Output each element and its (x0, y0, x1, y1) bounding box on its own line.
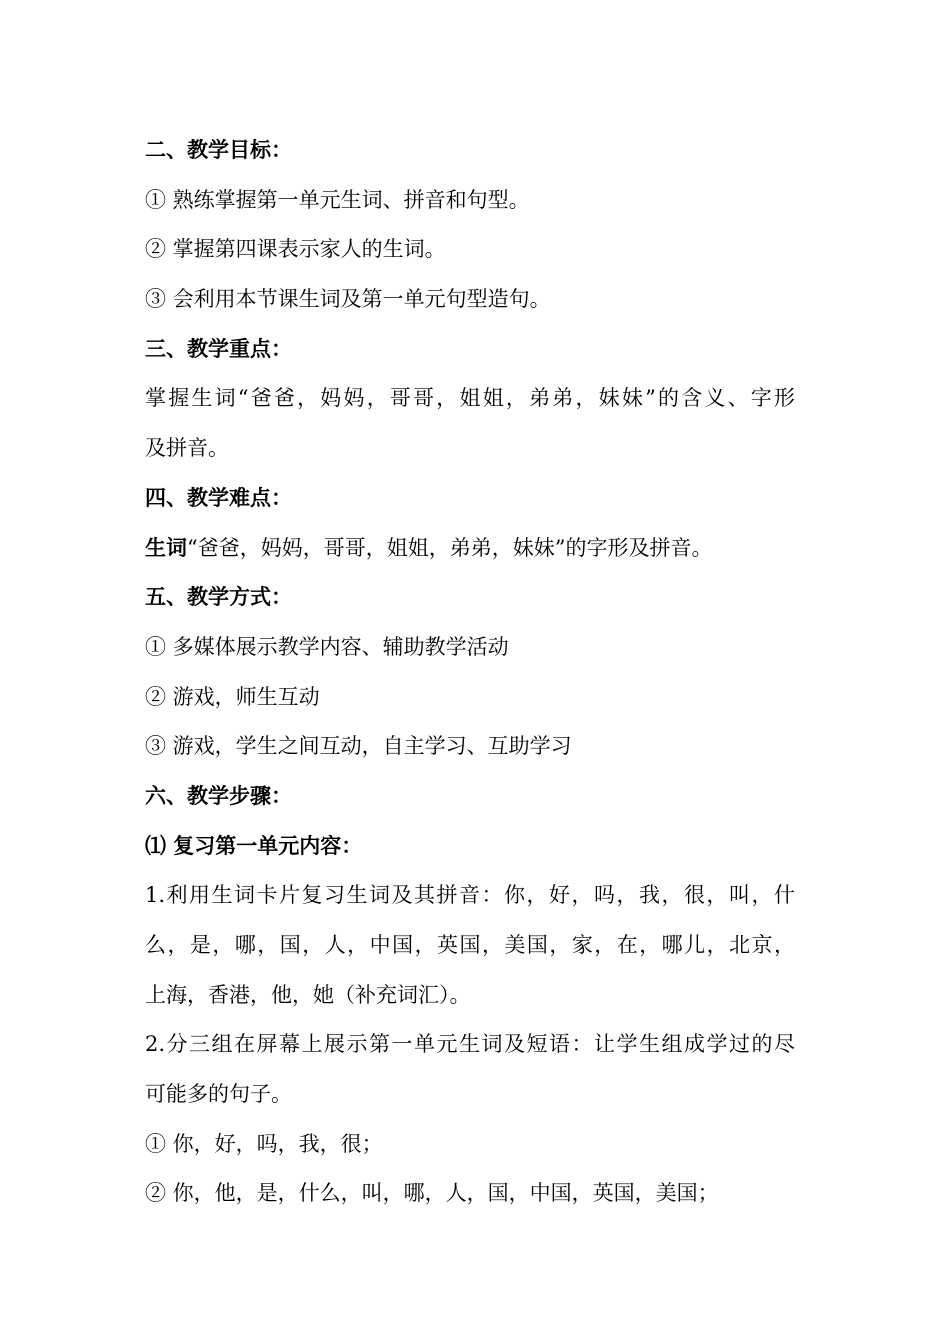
line-text: 可能多的句子。 (145, 1082, 292, 1107)
line-text: ② 游戏，师生互动 (145, 684, 320, 709)
body-line (145, 871, 795, 921)
line-text: ① 你，好，吗，我，很； (145, 1131, 383, 1156)
body-line (145, 1169, 795, 1219)
body-line (145, 971, 795, 1021)
line-text: 五、教学方式： (145, 585, 292, 610)
document-body (145, 126, 795, 1219)
body-line (145, 921, 795, 971)
body-line (145, 1020, 795, 1070)
section-heading (145, 474, 795, 524)
body-line (145, 623, 795, 673)
body-line (145, 722, 795, 772)
body-line (145, 176, 795, 226)
body-line (145, 524, 795, 574)
line-text: ① 熟练掌握第一单元生词、拼音和句型。 (145, 187, 530, 212)
line-text: 1.利用生词卡片复习生词及其拼音：你，好，吗，我，很，叫，什 (145, 883, 795, 908)
body-line (145, 1120, 795, 1170)
body-line (145, 225, 795, 275)
body-line (145, 673, 795, 723)
line-text: 二、教学目标： (145, 138, 292, 162)
line-text: ① 多媒体展示教学内容、辅助教学活动 (145, 634, 509, 659)
line-text: ③ 游戏，学生之间互动，自主学习、互助学习 (145, 734, 572, 759)
line-text: 上海，香港，他，她（补充词汇）。 (145, 982, 471, 1007)
term-prefix: 生词 (145, 535, 187, 560)
line-text: 么，是，哪，国，人，中国，英国，美国，家，在，哪儿，北京， (145, 933, 795, 957)
line-text: 掌握生词“爸爸，妈妈，哥哥，姐姐，弟弟，妹妹”的含义、字形 (145, 386, 795, 411)
line-text: 2.分三组在屏幕上展示第一单元生词及短语：让学生组成学过的尽 (145, 1032, 795, 1057)
section-heading (145, 822, 795, 872)
body-line (145, 1070, 795, 1120)
line-text: 及拼音。 (145, 436, 229, 461)
section-heading (145, 772, 795, 822)
line-text: “爸爸，妈妈，哥哥，姐姐，弟弟，妹妹”的字形及拼音。 (187, 535, 713, 560)
body-line (145, 374, 795, 424)
section-heading (145, 573, 795, 623)
line-text: ② 你，他，是，什么，叫，哪，人，国，中国，英国，美国； (145, 1181, 719, 1206)
line-text: ⑴ 复习第一单元内容： (145, 833, 363, 858)
line-text: ② 掌握第四课表示家人的生词。 (145, 237, 446, 262)
section-heading (145, 126, 795, 176)
section-heading (145, 325, 795, 375)
line-text: 三、教学重点： (145, 336, 292, 361)
line-text: 六、教学步骤： (145, 783, 292, 808)
line-text: ③ 会利用本节课生词及第一单元句型造句。 (145, 287, 551, 312)
line-text: 四、教学难点： (145, 485, 292, 510)
body-line (145, 424, 795, 474)
body-line (145, 275, 795, 325)
